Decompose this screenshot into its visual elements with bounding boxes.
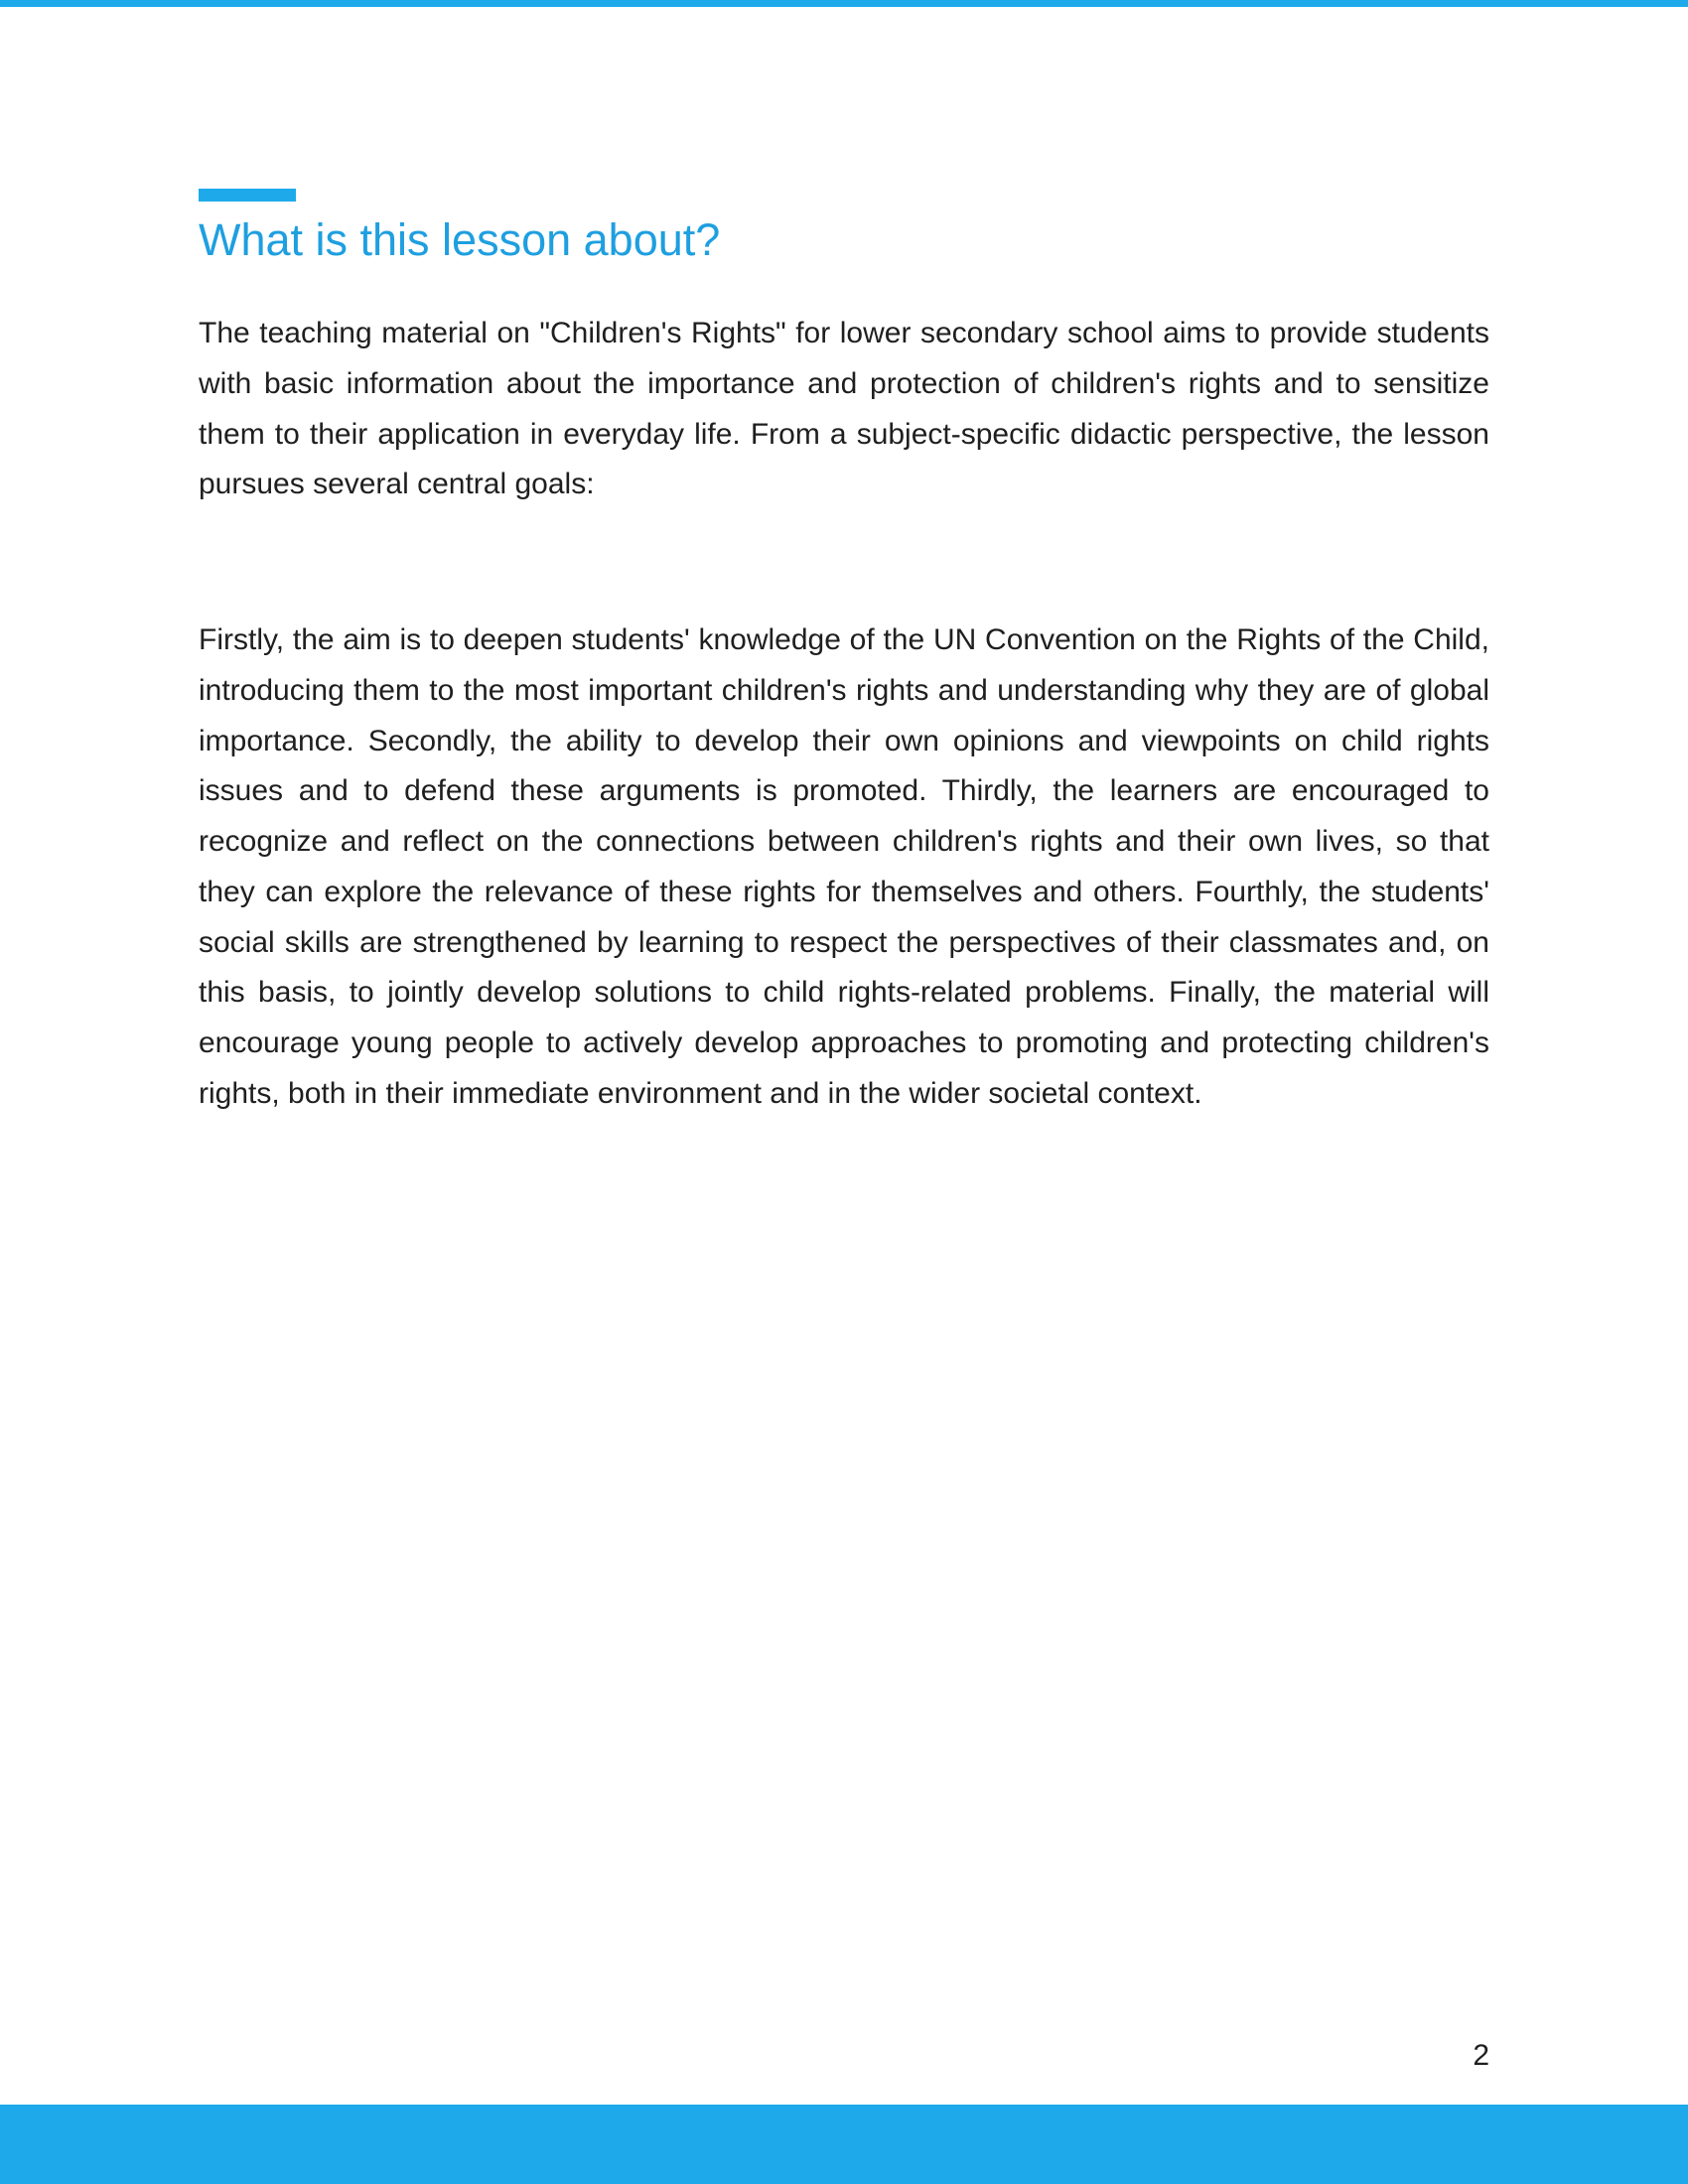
heading-accent-line <box>199 189 296 202</box>
goals-paragraph: Firstly, the aim is to deepen students' knowledge of the UN Convention on the Rights of the Child, introducing them to the most important children's rights and understanding why they are of global importance. Secondly, the ability to develop their own opinions and viewpoints on child rights issues and to defend these arguments is promoted. Thirdly, the learners are encouraged to recognize and reflect on the connections between children's rights and their own lives, so that they can explore the relevance of these rights for themselves and others. Fourthly, the students' social skills are strengthened by learning to respect the perspectives of their classmates and, on this basis, to jointly develop solutions to child rights-related problems. Finally, the material will encourage young people to actively develop approaches to promoting and protecting children's rights, both in their immediate environment and in the wider societal context. <box>199 623 1489 1110</box>
intro-paragraph: The teaching material on "Children's Rights" for lower secondary school aims to provide students with basic information about the importance and protection of children's rights and to sensitize them to their application in everyday life. From a subject-specific didactic perspective, the lesson pursues several central goals: <box>199 317 1489 501</box>
top-accent-bar <box>0 0 1688 7</box>
page-number: 2 <box>1473 2039 1489 2072</box>
footer-accent-bar <box>0 2105 1688 2184</box>
page-title: What is this lesson about? <box>199 214 721 265</box>
